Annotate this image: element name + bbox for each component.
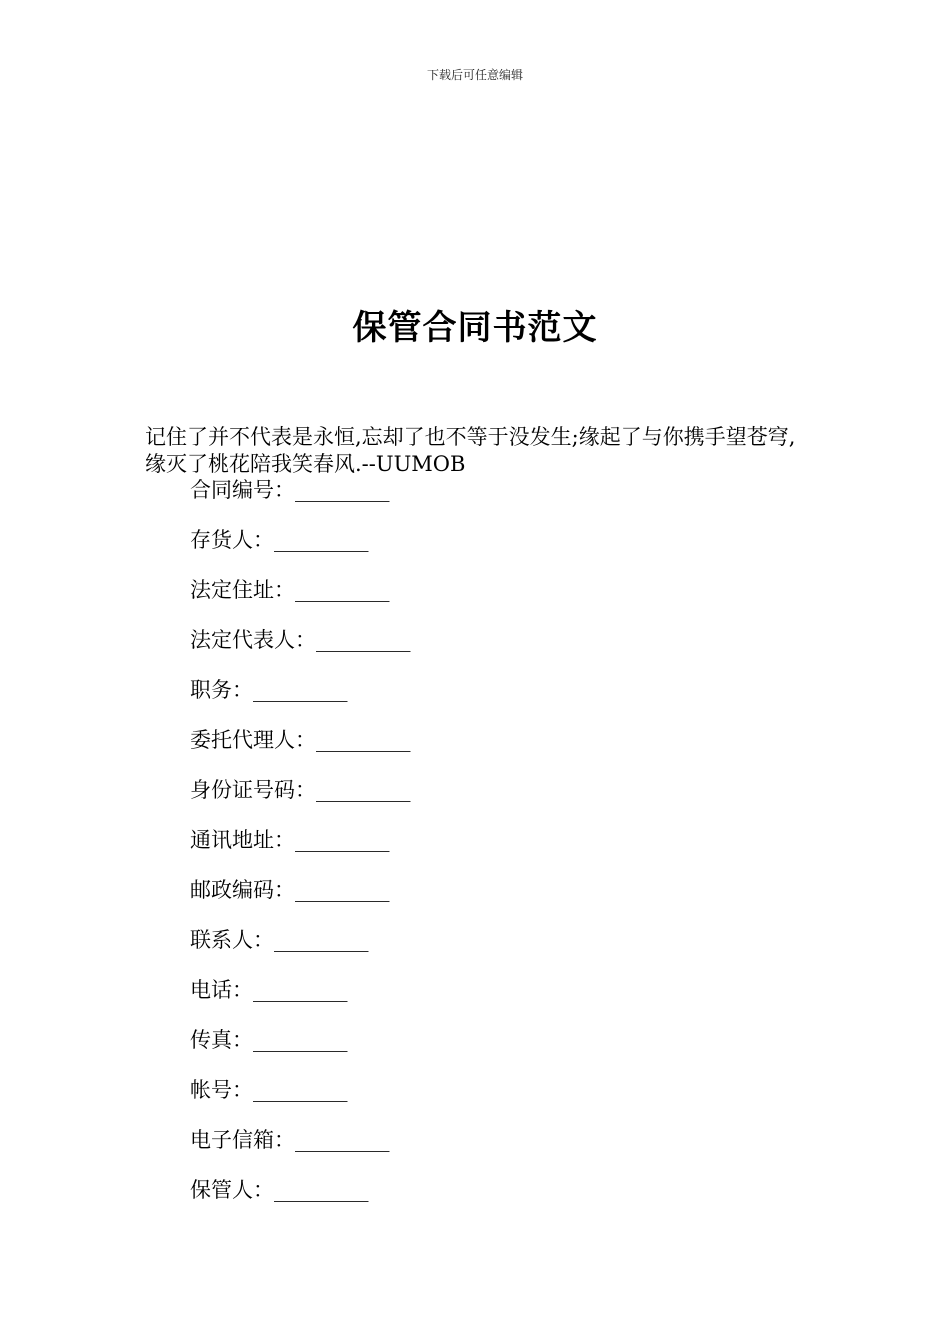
field-blank: _________ <box>274 528 369 552</box>
field-mailing-address <box>190 826 790 876</box>
intro-paragraph: 记住了并不代表是永恒,忘却了也不等于没发生;缘起了与你携手望苍穹,缘灭了桃花陪我笑春风.--UUMOB <box>145 425 796 476</box>
field-position <box>190 676 790 726</box>
field-blank: _________ <box>295 578 390 602</box>
field-label: 帐号： <box>190 1078 253 1102</box>
field-label: 传真： <box>190 1028 253 1052</box>
field-blank: _________ <box>274 1178 369 1202</box>
field-label: 职务： <box>190 678 253 702</box>
field-label: 法定住址： <box>190 578 295 602</box>
field-label: 电话： <box>190 978 253 1002</box>
field-label: 保管人： <box>190 1178 274 1202</box>
field-blank: _________ <box>316 628 411 652</box>
field-id-number <box>190 776 790 826</box>
field-label: 存货人： <box>190 528 274 552</box>
field-blank: _________ <box>295 1128 390 1152</box>
field-blank: _________ <box>253 678 348 702</box>
field-depositor <box>190 526 790 576</box>
field-label: 委托代理人： <box>190 728 316 752</box>
field-label: 身份证号码： <box>190 778 316 802</box>
field-label: 法定代表人： <box>190 628 316 652</box>
field-fax <box>190 1026 790 1076</box>
field-custodian <box>190 1176 790 1226</box>
contract-fields <box>190 476 790 1226</box>
page-header-note: 下载后可任意编辑 <box>426 68 523 82</box>
field-email <box>190 1126 790 1176</box>
field-contract-number <box>190 476 790 526</box>
field-blank: _________ <box>253 978 348 1002</box>
field-legal-address <box>190 576 790 626</box>
field-label: 合同编号： <box>190 478 295 502</box>
field-authorized-agent <box>190 726 790 776</box>
field-label: 电子信箱： <box>190 1128 295 1152</box>
field-contact-person <box>190 926 790 976</box>
field-blank: _________ <box>295 828 390 852</box>
field-label: 联系人： <box>190 928 274 952</box>
field-blank: _________ <box>316 728 411 752</box>
field-postal-code <box>190 876 790 926</box>
field-account <box>190 1076 790 1126</box>
field-blank: _________ <box>253 1028 348 1052</box>
field-blank: _________ <box>295 878 390 902</box>
field-blank: _________ <box>295 478 390 502</box>
field-blank: _________ <box>316 778 411 802</box>
field-blank: _________ <box>253 1078 348 1102</box>
document-title: 保管合同书范文 <box>352 308 598 348</box>
field-telephone <box>190 976 790 1026</box>
field-blank: _________ <box>274 928 369 952</box>
field-label: 邮政编码： <box>190 878 295 902</box>
field-label: 通讯地址： <box>190 828 295 852</box>
field-legal-representative <box>190 626 790 676</box>
